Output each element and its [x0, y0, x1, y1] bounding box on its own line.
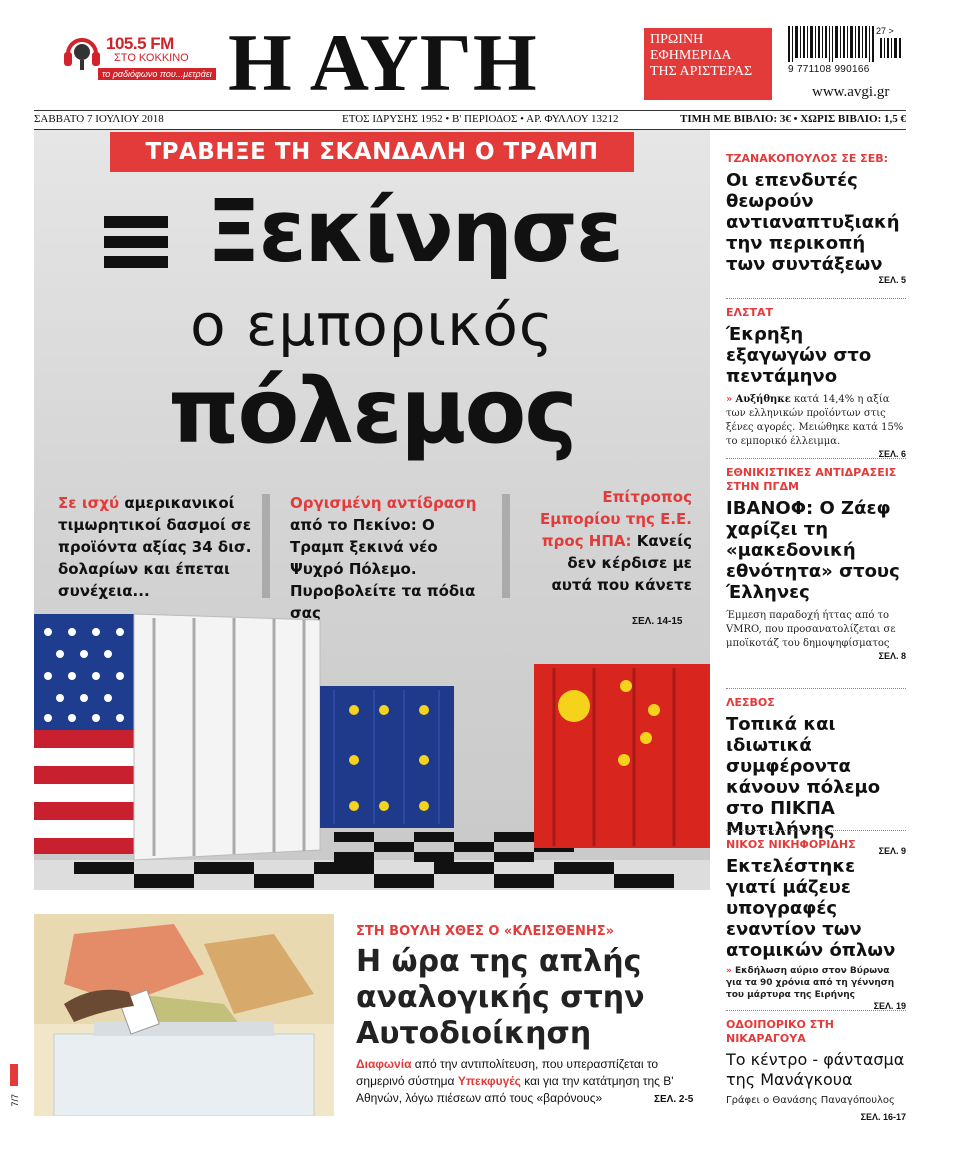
lead-page-ref: ΣΕΛ. 14-15 — [632, 616, 683, 627]
story-body: Γράφει ο Θανάσης Παναγόπουλος — [726, 1095, 895, 1106]
story-kicker: ΕΛΣΤΑΤ — [726, 306, 774, 319]
radio-slogan: το ραδιόφωνο που...μετράει — [98, 68, 216, 80]
tagline-line: ΠΡΩΙΝΗ — [650, 32, 704, 47]
lead-column-2: Οργισμένη αντίδραση από το Πεκίνο: Ο Τραμπ ξεκινά νέο Ψυχρό Πόλεμο. Πυροβολείτε τα πόδια σας — [290, 494, 477, 622]
price-info: ΤΙΜΗ ΜΕ ΒΙΒΛΙΟ: 3€ • ΧΩΡΙΣ ΒΙΒΛΙΟ: 1,5 € — [680, 113, 906, 125]
side-date: 7/7 — [10, 1094, 20, 1107]
story-body: Έμμεση παραδοχή ήττας από το VMRO, που προσανατολίζεται σε μποϊκοτάζ του δημοψηφίσματος — [726, 610, 896, 649]
story-page-ref: ΣΕΛ. 16-17 — [860, 1112, 906, 1122]
story-headline: ΙΒΑΝΟΦ: Ο Ζάεφ χαρίζει τη «μακεδονική εθνότητα» στους Έλληνες — [726, 498, 900, 603]
feature-page-ref: ΣΕΛ. 2-5 — [654, 1094, 694, 1105]
trade-war-containers-illustration — [34, 610, 710, 890]
divider — [726, 1010, 906, 1011]
issue-code: 27 > — [876, 26, 894, 36]
feature-body: Διαφωνία από την αντιπολίτευση, που υπερασπίζεται το σημερινό σύστημα Υπεκφυγές και για την κατάτμηση της Β' Αθηνών, λόγω πιέσεων από τους «βαρόνους» — [356, 1057, 674, 1105]
sidebar-story[interactable] — [726, 152, 906, 285]
newspaper-logo[interactable]: Η ΑΥΓΗ — [228, 17, 538, 108]
sidebar-story[interactable] — [726, 466, 906, 661]
lead-kicker: ΤΡΑΒΗΞΕ ΤΗ ΣΚΑΝΔΑΛΗ Ο ΤΡΑΜΠ — [110, 132, 634, 172]
side-strip — [10, 1064, 18, 1086]
story-page-ref: ΣΕΛ. 6 — [878, 449, 906, 459]
china-container — [534, 664, 710, 848]
story-kicker: ΛΕΣΒΟΣ — [726, 696, 775, 709]
story-headline: Τοπικά και ιδιωτικά συμφέροντα κάνουν πόλεμο στο ΠΙΚΠΑ Μυτιλήνης — [726, 714, 881, 840]
ballot-box-photo — [34, 914, 334, 1116]
lead-column-1: Σε ισχύ αμερικανικοί τιμωρητικοί δασμοί σε προϊόντα αξίας 34 δισ. δολαρίων και έπεται συνέχεια... — [58, 494, 252, 600]
tagline-line: ΤΗΣ ΑΡΙΣΤΕΡΑΣ — [650, 64, 753, 79]
story-headline: Έκρηξη εξαγωγών στο πεντάμηνο — [726, 324, 872, 387]
story-page-ref: ΣΕΛ. 8 — [878, 651, 906, 661]
divider — [726, 830, 906, 831]
story-kicker: ΟΔΟΙΠΟΡΙΚΟ ΣΤΗ ΝΙΚΑΡΑΓΟΥΑ — [726, 1018, 834, 1045]
story-kicker: ΤΖΑΝΑΚΟΠΟΥΛΟΣ ΣΕ ΣΕΒ: — [726, 152, 888, 165]
sidebar-story[interactable] — [726, 306, 906, 459]
radio-ad[interactable] — [62, 30, 212, 86]
column-divider — [502, 494, 510, 598]
story-page-ref: ΣΕΛ. 19 — [873, 1001, 906, 1011]
headline-bars — [104, 216, 168, 228]
barcode — [788, 26, 904, 75]
story-headline: Οι επενδυτές θεωρούν αντιαναπτυξιακή την περικοπή των συντάξεων — [726, 170, 900, 275]
issue-date: ΣΑΒΒΑΤΟ 7 ΙΟΥΛΙΟΥ 2018 — [34, 113, 164, 125]
sidebar-story[interactable] — [726, 1018, 906, 1122]
radio-frequency: 105.5 FM — [106, 34, 174, 53]
radio-station: ΣΤΟ ΚΟΚΚΙΝΟ — [114, 52, 189, 64]
story-page-ref: ΣΕΛ. 9 — [878, 846, 906, 856]
addon-barcode — [880, 38, 902, 58]
column-divider — [262, 494, 270, 598]
arrow-icon: » — [726, 966, 732, 976]
us-container — [34, 614, 320, 860]
tagline-line: ΕΦΗΜΕΡΙΔΑ — [650, 48, 732, 63]
story-body: » Αυξήθηκε κατά 14,4% η αξία των ελληνικών προϊόντων στις ξένες αγορές. Μειώθηκε κατά 15% το εμπορικό έλλειμμα. — [726, 394, 904, 447]
lead-headline-line2: ο εμπορικός — [190, 291, 554, 359]
microphone-icon — [62, 32, 102, 76]
arrow-icon: » — [726, 394, 733, 405]
story-page-ref: ΣΕΛ. 5 — [878, 275, 906, 285]
info-bar — [34, 110, 906, 130]
feature-headline[interactable]: Η ώρα της απλής αναλογικής στην Αυτοδιοίκηση — [356, 944, 645, 1051]
story-headline: Το κέντρο - φάντασμα της Μανάγκουα — [726, 1050, 905, 1089]
story-kicker: ΕΘΝΙΚΙΣΤΙΚΕΣ ΑΝΤΙΔΡΑΣΕΙΣ ΣΤΗΝ ΠΓΔΜ — [726, 466, 897, 493]
sidebar-story[interactable] — [726, 696, 906, 856]
lead-headline-line3: πόλεμος — [168, 359, 576, 464]
lead-headline-line1: Ξεκίνησε — [104, 182, 664, 282]
eu-container — [320, 686, 454, 828]
divider — [726, 298, 906, 299]
barcode-number: 9 771108 990166 — [788, 64, 870, 75]
founded-info: ΕΤΟΣ ΙΔΡΥΣΗΣ 1952 • Β' ΠΕΡΙΟΔΟΣ • ΑΡ. ΦΥΛΛΟΥ 13212 — [342, 113, 619, 125]
lead-story[interactable] — [34, 130, 710, 890]
story-body: » Εκδήλωση αύριο στον Βύρωνα για τα 90 χρόνια από τη γέννηση του μάρτυρα της Ειρήνης — [726, 966, 895, 1000]
divider — [726, 688, 906, 689]
sidebar-story[interactable] — [726, 838, 906, 1011]
lead-column-3: Επίτροπος Εμπορίου της Ε.Ε. προς ΗΠΑ: Κανείς δεν κέρδισε με αυτά που κάνετε — [540, 488, 692, 594]
feature-kicker: ΣΤΗ ΒΟΥΛΗ ΧΘΕΣ Ο «ΚΛΕΙΣΘΕΝΗΣ» — [356, 924, 615, 939]
website-link[interactable]: www.avgi.gr — [812, 84, 890, 100]
barcode-bars — [788, 26, 874, 62]
divider — [726, 458, 906, 459]
tagline-box — [644, 28, 772, 100]
story-kicker: ΝΙΚΟΣ ΝΙΚΗΦΟΡΙΔΗΣ — [726, 838, 856, 851]
story-headline: Εκτελέστηκε γιατί μάζευε υπογραφές εναντίον των ατομικών όπλων — [726, 856, 896, 961]
